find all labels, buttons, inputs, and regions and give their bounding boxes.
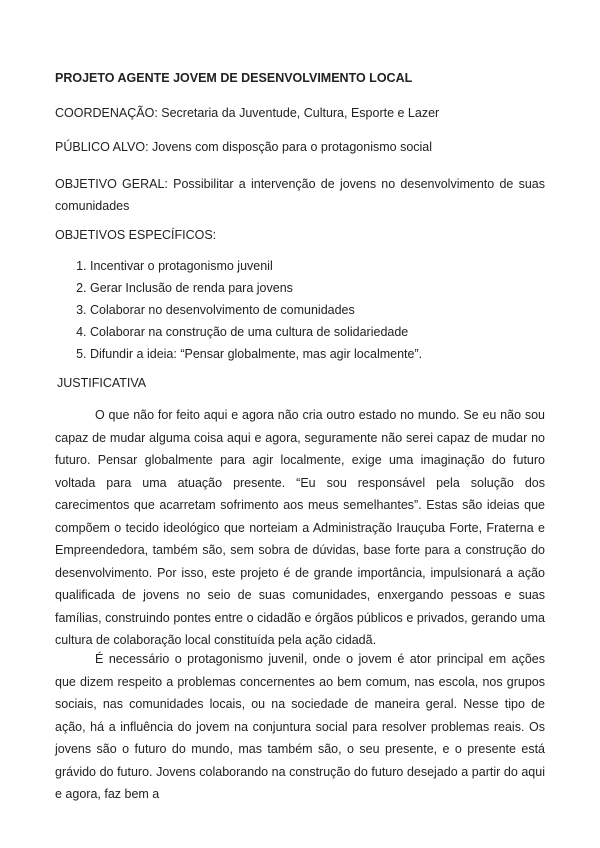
publico-alvo-line: PÚBLICO ALVO: Jovens com disposção para o protagonismo social (55, 140, 433, 154)
list-item: 4. Colaborar na construção de uma cultura de solidariedade (90, 321, 560, 343)
list-item: 1. Incentivar o protagonismo juvenil (90, 255, 560, 277)
list-item: 5. Difundir a ideia: “Pensar globalmente, mas agir localmente”. (90, 343, 560, 365)
coordenacao-line: COORDENAÇÃO: Secretaria da Juventude, Cultura, Esporte e Lazer (55, 106, 440, 120)
list-item: 2. Gerar Inclusão de renda para jovens (90, 277, 560, 299)
justificativa-paragraph-2: É necessário o protagonismo juvenil, onde o jovem é ator principal em ações que dizem respeito a problemas concernentes ao bem comum, nas escola, nos grupos sociais, nas comunidades locais, ou na sociedade de maneira geral. Nesse tipo de ação, há a influência do jovem na conjuntura social para resolver problemas reais. Os jovens são o futuro do mundo, mas também são, o seu presente, e o presente está grávido do futuro. Jovens colaborando na construção do futuro desejado a partir do aqui e agora, faz bem a (55, 652, 545, 801)
objetivos-especificos-heading: OBJETIVOS ESPECÍFICOS: (55, 228, 217, 242)
objetivo-geral-text: OBJETIVO GERAL: Possibilitar a intervenção de jovens no desenvolvimento de suas comunidades (55, 177, 545, 213)
objetivos-especificos-list (70, 255, 560, 365)
document-title: PROJETO AGENTE JOVEM DE DESENVOLVIMENTO LOCAL (55, 71, 413, 85)
justificativa-heading: JUSTIFICATIVA (57, 376, 147, 390)
objetivo-geral-block (55, 173, 545, 217)
justificativa-paragraph-1: O que não for feito aqui e agora não cria outro estado no mundo. Se eu não sou capaz de mudar alguma coisa aqui e agora, seguramente não serei capaz de mudar no futuro. Pensar globalmente para agir localmente, exige uma imaginação do futuro voltada para uma atuação presente. “Eu sou responsável pela solução dos carecimentos que acarretam sofrimento aos meus semelhantes”. Estas são ideias que compõem o tecido ideológico que norteiam a Administração Irauçuba Forte, Fraterna e Empreendedora, também são, sem sobra de dúvidas, base forte para a construção do desenvolvimento. Por isso, este projeto é de grande importância, impulsionará a ação qualificada de jovens no seio de suas comunidades, enxergando pessoas e suas famílias, construindo pontes entre o cidadão e órgãos públicos e privados, gerando uma cultura de colaboração local constituída pela ação cidadã. (55, 408, 545, 647)
list-item: 3. Colaborar no desenvolvimento de comunidades (90, 299, 560, 321)
